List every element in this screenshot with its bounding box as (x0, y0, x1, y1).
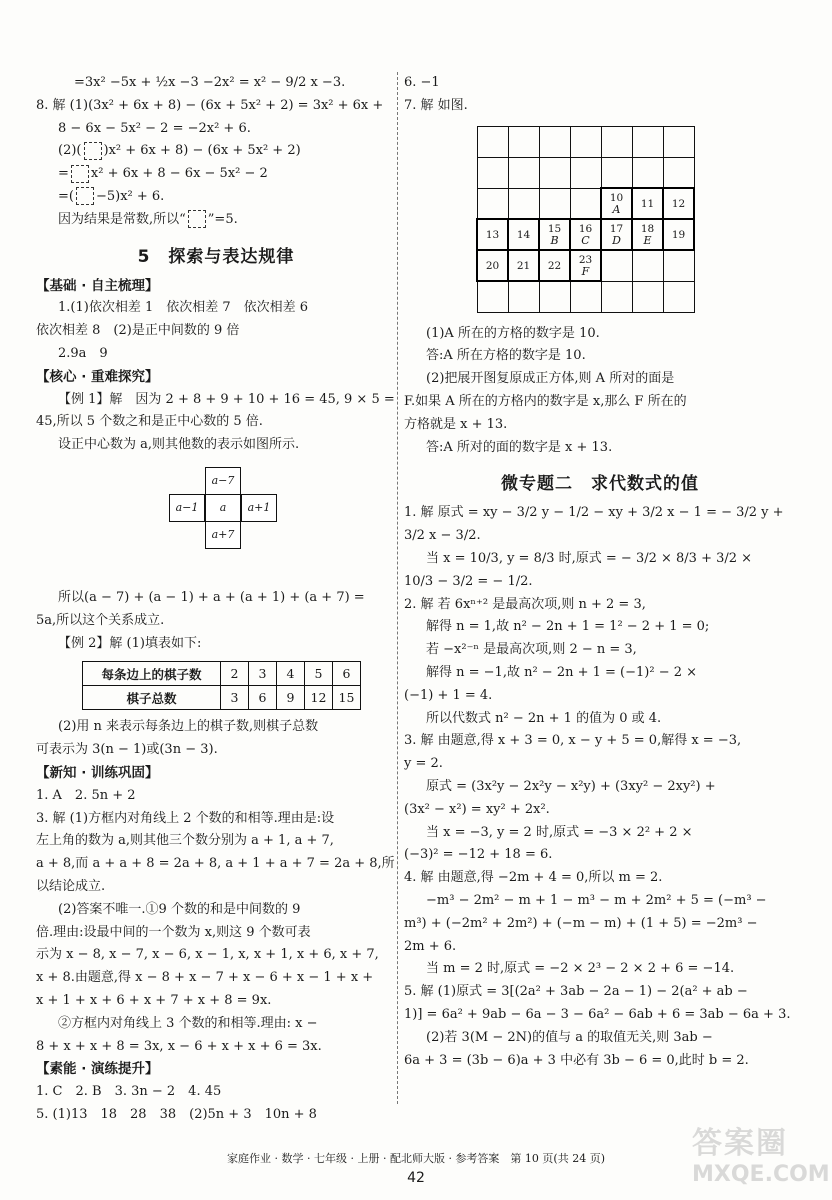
grid-row (477, 219, 694, 250)
grid-row (477, 188, 694, 219)
grid-number: 22 (547, 259, 562, 272)
text-line: 6. −1 (404, 75, 440, 90)
text-line: 5a,所以这个关系成立. (36, 612, 165, 628)
cross-cell-bottom: a+7 (205, 521, 241, 549)
text-span: −5)x² + 6. (95, 188, 165, 204)
text-line: 解得 n = 1,故 n² − 2n + 1 = 1² − 2 + 1 = 0; (426, 619, 710, 635)
grid-cell (570, 281, 601, 312)
text-line: (2)若 3(M − 2N)的值与 a 的取值无关,则 3ab − (426, 1029, 713, 1045)
text-span: x² + 6x + 8 − 6x − 5x² − 2 (90, 166, 268, 182)
text-line: 4. 解 由题意,得 −2m + 4 = 0,所以 m = 2. (404, 870, 663, 886)
cross-cell-center: a (205, 494, 241, 522)
page-footer: 家庭作业 · 数学 · 七年级 · 上册 · 配北师大版 · 参考答案 第 10 页(共 24 页) (226, 1152, 605, 1165)
table-cell: 6 (249, 686, 277, 710)
grid-cell (539, 157, 570, 188)
chess-count-table (82, 661, 361, 710)
text-line: m³) + (−2m² + 2m²) + (−m − m) + (1 + 5) = −2m³ − (404, 915, 758, 931)
text-span: 因为结果是常数,所以“ (58, 211, 186, 227)
text-line: 解得 n = −1,故 n² − 2n + 1 = (−1)² − 2 × (426, 664, 698, 680)
text-line: 3. 解 由题意,得 x + 3 = 0, x − y + 5 = 0,解得 x = −3, (404, 733, 742, 749)
blank-box (71, 165, 89, 183)
grid-cell (663, 188, 694, 219)
table-cell: 12 (305, 686, 333, 710)
text-line: 方格就是 x + 13. (404, 416, 508, 432)
text-line: 【例 2】解 (1)填表如下: (58, 635, 202, 651)
grid-number: 14 (516, 228, 531, 241)
grid-number: 10 (609, 191, 624, 204)
grid-cell (601, 157, 632, 188)
grid-number: 18 (640, 222, 655, 235)
text-line: 当 x = 10/3, y = 8/3 时,原式 = − 3/2 × 8/3 + 3/2 × (426, 550, 753, 566)
grid-cell (570, 157, 601, 188)
text-line: 答:A 所在方格的数字是 10. (426, 348, 586, 364)
grid-cell (508, 126, 539, 157)
table-header: 每条边上的棋子数 (83, 662, 221, 686)
text-line: 3. 解 (1)方框内对角线上 2 个数的和相等.理由是:设 (36, 810, 335, 826)
grid-cell (539, 126, 570, 157)
blank-box (188, 210, 206, 228)
grid-cell (539, 188, 570, 219)
grid-row (477, 126, 694, 157)
grid-cell (570, 250, 601, 281)
grid-cell (663, 250, 694, 281)
text-line: 2m + 6. (404, 938, 457, 954)
watermark-url: MXQE.COM (692, 1162, 830, 1187)
text-line: 示为 x − 8, x − 7, x − 6, x − 1, x, x + 1, x + 6, x + 7, (36, 947, 379, 963)
grid-letter: B (550, 233, 559, 247)
grid-cell (539, 219, 570, 250)
text-line: (2)把展开图复原成正方体,则 A 所对的面是 (426, 371, 675, 387)
grid-cell (508, 250, 539, 281)
text-line: 以结论成立. (36, 878, 106, 894)
text-line: y = 2. (404, 756, 443, 772)
text-line: (−3)² = −12 + 18 = 6. (404, 847, 553, 863)
grid-number: 15 (547, 222, 562, 235)
grid-cell (632, 281, 663, 312)
grid-row (477, 157, 694, 188)
right-column (404, 72, 796, 1072)
grid-row (477, 281, 694, 312)
text-line: 左上角的数为 a,则其他三个数分别为 a + 1, a + 7, (36, 833, 334, 849)
grid-cell (663, 126, 694, 157)
grid-cell (601, 281, 632, 312)
text-line: a + 8,而 a + a + 8 = 2a + 8, a + 1 + a + 7 = 2a + 8,所 (36, 856, 395, 872)
table-cell: 4 (277, 662, 305, 686)
text-line (36, 163, 396, 186)
text-line: F.如果 A 所在的方格内的数字是 x,那么 F 所在的 (404, 393, 687, 409)
grid-number: 12 (671, 197, 686, 210)
text-line: 倍.理由:设最中间的一个数为 x,则这 9 个数可表 (36, 924, 311, 940)
table-cell: 3 (249, 662, 277, 686)
grid-number: 13 (485, 228, 500, 241)
blank-box (84, 142, 102, 160)
table-cell: 9 (277, 686, 305, 710)
grid-cell (539, 250, 570, 281)
text-line: 8. 解 (1)(3x² + 6x + 8) − (6x + 5x² + 2) = 3x² + 6x + (36, 97, 384, 113)
new-label: 【新知 · 训练巩固】 (36, 764, 159, 781)
grid-number: 16 (578, 222, 593, 235)
cross-cell-top: a−7 (205, 467, 241, 495)
text-line: 10/3 − 3/2 = − 1/2. (404, 573, 533, 589)
grid-cell (570, 126, 601, 157)
text-line: =3x² −5x + ½x −3 −2x² = x² − 9/2 x −3. (74, 75, 346, 90)
section-title: 微专题二 求代数式的值 (501, 474, 699, 495)
grid-cell (632, 250, 663, 281)
text-span: ”=5. (207, 211, 238, 227)
text-line (36, 186, 396, 209)
text-line: (2)答案不唯一.①9 个数的和是中间数的 9 (58, 901, 301, 917)
text-line: 1)] = 6a² + 9ab − 6a − 3 − 6a² − 6ab + 6 = 3ab − 6a + 3. (404, 1006, 791, 1022)
text-span: =( (58, 188, 74, 204)
grid-cell (477, 126, 508, 157)
grid-cell (663, 157, 694, 188)
grid-letter: E (643, 233, 652, 247)
cross-cell-right: a+1 (241, 494, 277, 522)
text-line: 1. 解 原式 = xy − 3/2 y − 1/2 − xy + 3/2 x − 1 = − 3/2 y + (404, 505, 784, 521)
left-column (36, 72, 396, 1127)
grid-number: 19 (671, 228, 686, 241)
grid-cell (570, 219, 601, 250)
table-cell: 5 (305, 662, 333, 686)
grid-number: 17 (609, 222, 624, 235)
text-line: 原式 = (3x²y − 2x²y − x²y) + (3xy² − 2xy²) + (426, 778, 716, 794)
page-number: 42 (407, 1170, 425, 1186)
grid-cell (477, 219, 508, 250)
grid-cell (508, 188, 539, 219)
text-line: 8 + x + x + 8 = 3x, x − 6 + x + x + 6 = 3x. (36, 1038, 322, 1054)
cross-cell-left: a−1 (169, 494, 205, 522)
text-line: 若 −x²⁻ⁿ 是最高次项,则 2 − n = 3, (426, 642, 637, 658)
text-line: 6a + 3 = (3b − 6)a + 3 中必有 3b − 6 = 0,此时 b = 2. (404, 1052, 749, 1068)
text-span: = (58, 166, 69, 182)
text-span: )x² + 6x + 8) − (6x + 5x² + 2) (103, 143, 301, 159)
text-line: (−1) + 1 = 4. (404, 687, 493, 703)
text-line: 45,所以 5 个数之和是正中心数的 5 倍. (36, 414, 263, 430)
text-line: 所以代数式 n² − 2n + 1 的值为 0 或 4. (426, 710, 662, 726)
grid-number: 20 (485, 259, 500, 272)
grid-cell (477, 188, 508, 219)
text-line: 5. (1)13 18 28 38 (2)5n + 3 10n + 8 (36, 1106, 317, 1122)
grid-cell (539, 281, 570, 312)
table-row (83, 686, 361, 710)
section-title: 5 探索与表达规律 (137, 246, 295, 267)
text-line: (1)A 所在的方格的数字是 10. (426, 325, 600, 341)
table-cell: 2 (221, 662, 249, 686)
grid-cell (477, 250, 508, 281)
grid-cell (632, 219, 663, 250)
grid-cell (601, 219, 632, 250)
text-line: 当 m = 2 时,原式 = −2 × 2³ − 2 × 2 + 6 = −14. (426, 961, 735, 977)
grid-cell (601, 250, 632, 281)
text-line: 【例 1】解 因为 2 + 8 + 9 + 10 + 16 = 45, 9 × 5 = (58, 391, 395, 407)
text-line: 1. C 2. B 3. 3n − 2 4. 45 (36, 1084, 222, 1100)
text-line: 1. A 2. 5n + 2 (36, 787, 136, 803)
text-line: 当 x = −3, y = 2 时,原式 = −3 × 2² + 2 × (426, 824, 693, 840)
grid-letter: D (612, 233, 621, 247)
number-grid (476, 126, 695, 313)
text-line: 设正中心数为 a,则其他数的表示如图所示. (58, 437, 300, 453)
table-cell: 3 (221, 686, 249, 710)
grid-cell (663, 219, 694, 250)
text-line (36, 140, 396, 163)
grid-cell (508, 281, 539, 312)
text-line: 依次相差 8 (2)是正中间数的 9 倍 (36, 323, 240, 339)
blank-box (76, 187, 94, 205)
grid-number: 23 (578, 253, 593, 266)
text-line: 5. 解 (1)原式 = 3[(2a² + 3ab − 2a − 1) − 2(a² + ab − (404, 984, 748, 1000)
text-line: x + 1 + x + 6 + x + 7 + x + 8 = 9x. (36, 992, 272, 1008)
text-line: ②方框内对角线上 3 个数的和相等.理由: x − (58, 1015, 318, 1031)
grid-letter: A (612, 202, 621, 216)
text-line: 所以(a − 7) + (a − 1) + a + (a + 1) + (a + 7) = (58, 589, 365, 605)
basic-label: 【基础 · 自主梳理】 (36, 277, 159, 294)
table-row (83, 662, 361, 686)
column-divider (397, 72, 398, 1104)
text-line: x + 8.由题意,得 x − 8 + x − 7 + x − 6 + x − 1 + x + (36, 970, 374, 986)
text-line: 3/2 x − 3/2. (404, 528, 481, 544)
grid-row (477, 250, 694, 281)
grid-number: 21 (516, 259, 531, 272)
grid-cell (477, 281, 508, 312)
grid-cell (663, 281, 694, 312)
table-header: 棋子总数 (83, 686, 221, 710)
core-label: 【核心 · 重难探究】 (36, 368, 159, 385)
grid-cell (477, 157, 508, 188)
grid-cell (570, 188, 601, 219)
watermark-text: 答案圈 (692, 1126, 788, 1161)
grid-cell (508, 157, 539, 188)
grid-number: 11 (640, 197, 655, 210)
watermark-logo (692, 1118, 830, 1196)
text-line: −m³ − 2m² − m + 1 − m³ − m + 2m² + 5 = (−m³ − (426, 892, 767, 908)
text-line: 答:A 所对的面的数字是 x + 13. (426, 439, 613, 455)
grid-cell (632, 157, 663, 188)
ability-label: 【素能 · 演练提升】 (36, 1061, 159, 1078)
text-line: 2. 解 若 6xⁿ⁺² 是最高次项,则 n + 2 = 3, (404, 596, 646, 612)
text-line: (2)用 n 来表示每条边上的棋子数,则棋子总数 (58, 719, 319, 735)
text-line (36, 209, 396, 232)
text-line: 7. 解 如图. (404, 97, 468, 113)
grid-cell (632, 126, 663, 157)
grid-letter: C (581, 233, 590, 247)
grid-cell (632, 188, 663, 219)
text-line: 可表示为 3(n − 1)或(3n − 3). (36, 742, 218, 758)
grid-letter: F (581, 264, 590, 278)
text-line: 8 − 6x − 5x² − 2 = −2x² + 6. (58, 120, 251, 136)
cross-diagram (158, 467, 288, 577)
text-line: 2.9a 9 (58, 345, 108, 361)
table-cell: 6 (333, 662, 361, 686)
grid-cell (508, 219, 539, 250)
text-span: (2)( (58, 143, 82, 159)
table-cell: 15 (333, 686, 361, 710)
text-line: (3x² − x²) = xy² + 2x². (404, 801, 550, 817)
grid-cell (601, 126, 632, 157)
text-line: 1.(1)依次相差 1 依次相差 7 依次相差 6 (58, 300, 309, 316)
grid-cell (601, 188, 632, 219)
